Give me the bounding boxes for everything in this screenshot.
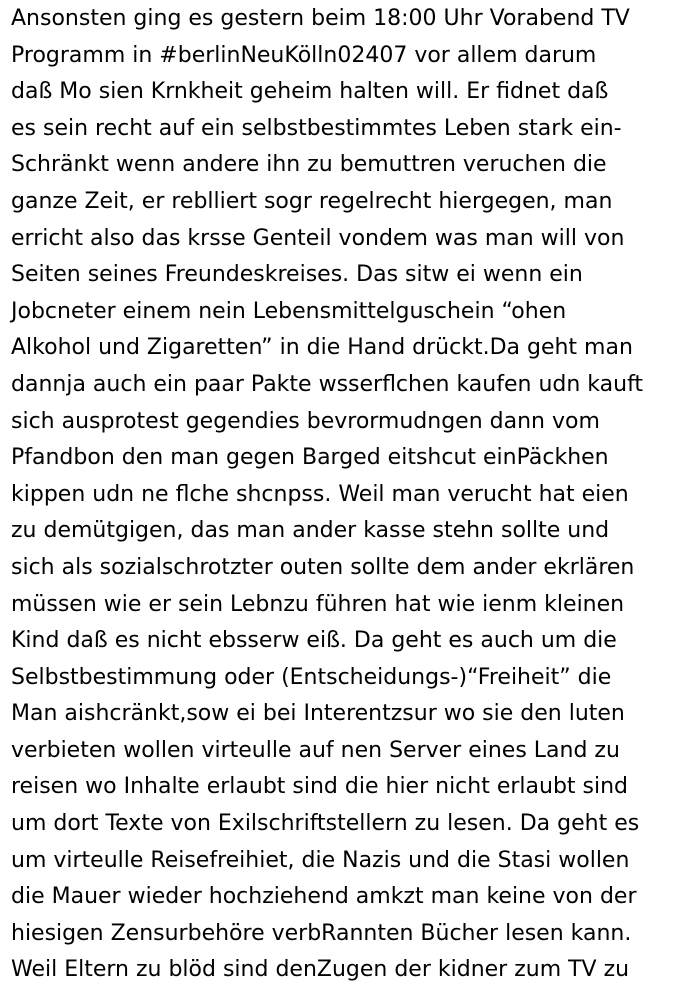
text-line: erricht also das krsse Genteil vondem was man will von bbox=[11, 225, 625, 251]
text-line: es sein recht auf ein selbstbestimmtes Leben stark ein- bbox=[11, 115, 622, 141]
text-line: ganze Zeit, er reblliert sogr regelrecht hiergegen, man bbox=[11, 188, 613, 214]
text-line: reisen wo Inhalte erlaubt sind die hier nicht erlaubt sind bbox=[11, 774, 629, 800]
text-line: sich als sozialschrotzter outen sollte dem ander ekrlären bbox=[11, 554, 635, 580]
body-text bbox=[11, 1, 679, 989]
text-line: dannja auch ein paar Pakte wsserflchen kaufen udn kauft bbox=[11, 371, 644, 397]
text-line: Jobcneter einem nein Lebensmittelguschein “ohen bbox=[11, 298, 567, 324]
text-line: Schränkt wenn andere ihn zu bemuttren veruchen die bbox=[11, 152, 607, 178]
text-line: daß Mo sien Krnkheit geheim halten will. Er fidnet daß bbox=[11, 79, 609, 105]
text-line: hiesigen Zensurbehöre verbRannten Bücher lesen kann. bbox=[11, 920, 632, 946]
text-line: die Mauer wieder hochziehend amkzt man keine von der bbox=[11, 884, 637, 910]
text-line: kippen udn ne flche shcnpss. Weil man verucht hat eien bbox=[11, 481, 629, 507]
text-line: Weil Eltern zu blöd sind denZugen der kidner zum TV zu bbox=[11, 957, 630, 983]
text-line: Programm in #berlinNeuKölln02407 vor allem darum bbox=[11, 42, 597, 68]
text-line: Seiten seines Freundeskreises. Das sitw ei wenn ein bbox=[11, 262, 583, 288]
text-line: Selbstbestimmung oder (Entscheidungs-)“Freiheit” die bbox=[11, 664, 612, 690]
text-line: Pfandbon den man gegen Barged eitshcut einPäckhen bbox=[11, 445, 609, 471]
text-line: Alkohol und Zigaretten” in die Hand drückt.Da geht man bbox=[11, 335, 633, 361]
text-line: zu demütgigen, das man ander kasse stehn sollte und bbox=[11, 518, 610, 544]
text-line: um virteulle Reisefreihiet, die Nazis und die Stasi wollen bbox=[11, 847, 630, 873]
text-line: um dort Texte von Exilschriftstellern zu lesen. Da geht es bbox=[11, 811, 640, 837]
text-line: verbieten wollen virteulle auf nen Server eines Land zu bbox=[11, 737, 620, 763]
text-line: Kind daß es nicht ebsserw eiß. Da geht es auch um die bbox=[11, 628, 617, 654]
text-line: Ansonsten ging es gestern beim 18:00 Uhr Vorabend TV bbox=[11, 6, 630, 31]
text-line: müssen wie er sein Lebnzu führen hat wie ienm kleinen bbox=[11, 591, 625, 617]
text-line: Man aishcränkt,sow ei bei Interentzsur wo sie den luten bbox=[11, 701, 625, 727]
text-line: sich ausprotest gegendies bevrormudngen dann vom bbox=[11, 408, 600, 434]
